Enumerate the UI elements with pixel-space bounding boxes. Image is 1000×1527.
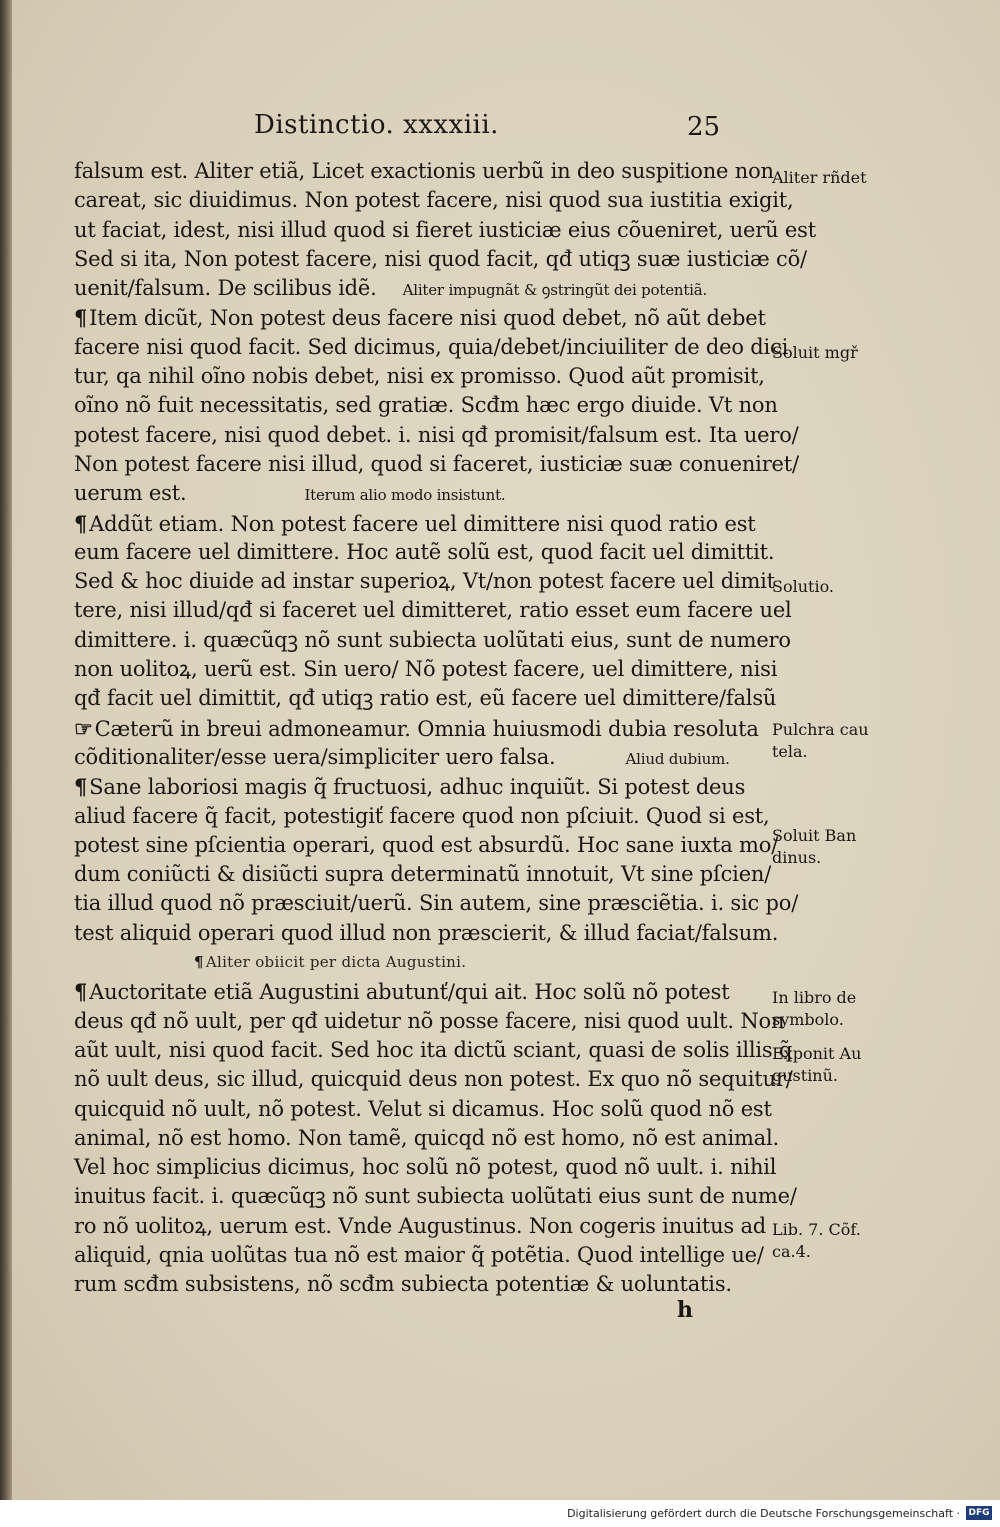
- inline-note-line: ¶ Aliter obiicit per dicta Augustini.: [194, 953, 467, 972]
- margin-note: Solutio.: [772, 577, 834, 596]
- text-line: Non potest facere nisi illud, quod si faceret, iusticiæ suæ conueniret/: [74, 451, 799, 476]
- text-line: Vel hoc simplicius dicimus, hoc solũ nõ potest, quod nõ uult. i. nihil: [74, 1155, 777, 1180]
- text-line: non uolitoꝝ, uerũ est. Sin uero/ Nõ potest facere, uel dimittere, nisi: [74, 657, 778, 682]
- margin-note: Soluit Ban dinus.: [772, 826, 857, 867]
- dfg-logo-icon: DFG: [966, 1506, 992, 1520]
- margin-note: Lib. 7. Cõf. ca.4.: [772, 1220, 861, 1261]
- text-line: deus qđ nõ uult, per qđ uidetur nõ posse facere, nisi quod uult. Non: [74, 1008, 785, 1033]
- text-line: ¶Sane laboriosi magis q̃ fructuosi, adhuc inquiũt. Si potest deus: [74, 774, 746, 800]
- signature-mark: h: [677, 1297, 693, 1323]
- text-line: uenit/falsum. De scilibus idẽ. Aliter impugnãt & ꝯstringũt dei potentiã.: [74, 276, 708, 301]
- margin-note: Exponit Au gustinũ.: [772, 1044, 862, 1085]
- text-line: aliud facere q̃ facit, potestigiť facere quod non pſciuit. Quod si est,: [74, 803, 770, 828]
- text-line: animal, nõ est homo. Non tamẽ, quicqd nõ est homo, nõ est animal.: [74, 1125, 779, 1150]
- text-line: ¶Addũt etiam. Non potest facere uel dimittere nisi quod ratio est: [74, 510, 756, 536]
- text-line: falsum est. Aliter etiã, Licet exactionis uerbũ in deo suspitione non: [74, 159, 774, 183]
- text-line: facere nisi quod facit. Sed dicimus, quia/debet/inciuiliter de deo dici: [74, 334, 789, 359]
- margin-notes: [12, 0, 1000, 1500]
- text-line: cõditionaliter/esse uera/simpliciter uero falsa. Aliud dubium.: [74, 744, 730, 769]
- inline-note: Aliud dubium.: [625, 749, 730, 768]
- pilcrow-icon: ¶: [74, 510, 88, 536]
- pointing-hand-icon: ☞: [74, 715, 93, 741]
- text-line: careat, sic diuidimus. Non potest facere, nisi quod sua iustitia exigit,: [74, 188, 794, 213]
- text-line: potest facere, nisi quod debet. i. nisi qđ promisit/falsum est. Ita uero/: [74, 422, 799, 447]
- pilcrow-icon: ¶: [194, 953, 204, 972]
- margin-note: Aliter rñdet: [772, 168, 867, 187]
- text-line: Sed & hoc diuide ad instar superioꝝ, Vt/non potest facere uel dimit: [74, 569, 775, 594]
- text-line: ¶Item dicũt, Non potest deus facere nisi quod debet, nõ aũt debet: [74, 305, 766, 331]
- text-line: aliquid, qnia uolũtas tua nõ est maior q̃ potẽtia. Quod intellige ue/: [74, 1242, 764, 1267]
- text-line: ¶Auctoritate etiã Augustini abutunť/qui ait. Hoc solũ nõ potest: [74, 979, 730, 1005]
- running-head: Distinctio. xxxxiii.: [254, 110, 499, 140]
- text-line: uerum est. Iterum alio modo insistunt.: [74, 481, 506, 506]
- pilcrow-icon: ¶: [74, 305, 88, 331]
- margin-note: In libro de symbolo.: [772, 988, 857, 1029]
- text-line: tere, nisi illud/qđ si faceret uel dimitteret, ratio esset eum facere uel: [74, 598, 792, 623]
- text-line: rum scđm subsistens, nõ scđm subiecta potentiæ & uoluntatis.: [74, 1272, 732, 1297]
- text-line: eum facere uel dimittere. Hoc autẽ solũ est, quod facit uel dimittit.: [74, 539, 775, 564]
- text-line: quicquid nõ uult, nõ potest. Velut si dicamus. Hoc solũ quod nõ est: [74, 1096, 772, 1121]
- margin-note: Soluit mgř: [772, 343, 858, 362]
- text-line: aũt uult, nisi quod facit. Sed hoc ita dictũ sciant, quasi de solis illis q̃: [74, 1037, 793, 1062]
- margin-note: Pulchra cau tela.: [772, 720, 869, 761]
- text-line: dimittere. i. quæcũqꝫ nõ sunt subiecta uolũtati eius, sunt de numero: [74, 627, 791, 652]
- text-line: qđ facit uel dimittit, qđ utiqꝫ ratio est, eũ facere uel dimittere/falsũ: [74, 686, 777, 711]
- text-line: nõ uult deus, sic illud, quicquid deus non potest. Ex quo nõ sequitur/: [74, 1067, 793, 1092]
- inline-note: Iterum alio modo insistunt.: [304, 486, 506, 505]
- funding-credit: Digitalisierung gefördert durch die Deutsche Forschungsgemeinschaft ·: [567, 1507, 960, 1520]
- inline-note: Aliter impugnãt & ꝯstringũt dei potentiã.: [402, 281, 708, 300]
- text-line: test aliquid operari quod illud non præscierit, & illud faciat/falsum.: [74, 920, 779, 945]
- text-line: potest sine pſcientia operari, quod est absurdũ. Hoc sane iuxta mo/: [74, 832, 779, 857]
- text-line: ro nõ uolitoꝝ, uerum est. Vnde Augustinus. Non cogeris inuitus ad: [74, 1213, 767, 1238]
- text-line: oĩno nõ fuit necessitatis, sed gratiæ. Scđm hæc ergo diuide. Vt non: [74, 393, 778, 418]
- text-line: Sed si ita, Non potest facere, nisi quod facit, qđ utiqꝫ suæ iusticiæ cõ/: [74, 246, 807, 271]
- folio-number: 25: [687, 112, 721, 142]
- pilcrow-icon: ¶: [74, 979, 88, 1005]
- text-line: tur, qa nihil oĩno nobis debet, nisi ex promisso. Quod aũt promisit,: [74, 364, 765, 389]
- footer-bar: [0, 1500, 1000, 1527]
- text-line: inuitus facit. i. quæcũqꝫ nõ sunt subiecta uolũtati eius sunt de nume/: [74, 1184, 797, 1209]
- text-line: ☞Cæterũ in breui admoneamur. Omnia huiusmodi dubia resoluta: [74, 715, 759, 741]
- book-page: [12, 0, 1000, 1500]
- text-line: ut faciat, idest, nisi illud quod si fieret iusticiæ eius cõueniret, uerũ est: [74, 217, 816, 242]
- pilcrow-icon: ¶: [74, 774, 88, 800]
- text-line: tia illud quod nõ præsciuit/uerũ. Sin autem, sine præsciẽtia. i. sic po/: [74, 891, 799, 916]
- text-line: dum coniũcti & disiũcti supra determinatũ innotuit, Vt sine pſcien/: [74, 862, 772, 887]
